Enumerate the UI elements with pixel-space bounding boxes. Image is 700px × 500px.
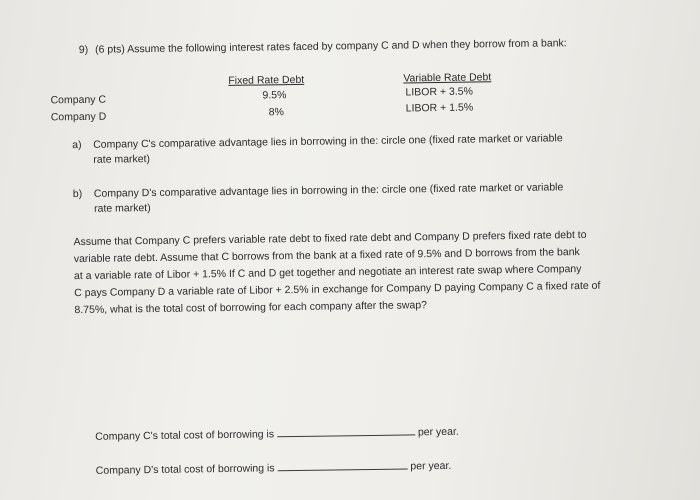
answer-d-suffix: per year. xyxy=(410,459,452,473)
scenario-line-5: 8.75%, what is the total cost of borrowing for each company after the swap? xyxy=(74,299,428,317)
part-b-label: b) xyxy=(72,187,83,201)
part-a-line-1: Company C's comparative advantage lies in borrowing in the: circle one (fixed rate market or variable xyxy=(93,132,563,151)
scenario-line-3: at a variable rate of Libor + 1.5% If C and D get together and negotiate an interest rate swap where Company xyxy=(73,263,582,283)
part-a-label: a) xyxy=(72,138,82,152)
answer-d-label: Company D's total cost of borrowing is xyxy=(95,462,275,477)
scenario-line-1: Assume that Company C prefers variable rate debt to fixed rate debt and Company D prefers fixed rate debt to xyxy=(73,228,587,249)
answer-c-label: Company C's total cost of borrowing is xyxy=(95,428,275,443)
answer-c-row xyxy=(95,424,459,445)
fixed-rate-header: Fixed Rate Debt xyxy=(228,73,305,87)
variable-rate-header: Variable Rate Debt xyxy=(403,71,492,85)
company-d-label: Company D xyxy=(50,110,107,124)
question-prompt: Assume the following interest rates faced by company C and D when they borrow from a bank: xyxy=(127,37,567,56)
answer-c-blank[interactable] xyxy=(277,424,415,437)
answer-d-blank[interactable] xyxy=(277,458,407,471)
company-c-variable-rate: LIBOR + 3.5% xyxy=(405,85,473,99)
scenario-line-2: variable rate debt. Assume that C borrows from the bank at a fixed rate of 9.5% and D borrows from the bank xyxy=(73,246,580,266)
company-d-variable-rate: LIBOR + 1.5% xyxy=(405,101,474,115)
answer-c-suffix: per year. xyxy=(417,425,459,439)
question-points: (6 pts) xyxy=(95,43,125,56)
part-a-line-2: rate market) xyxy=(93,153,151,166)
company-c-fixed-rate: 9.5% xyxy=(262,89,287,102)
scenario-line-4: C pays Company D a variable rate of Libor + 2.5% in exchange for Company D paying Company C a fixed rate of xyxy=(74,279,601,300)
part-b-line-2: rate market) xyxy=(93,202,151,215)
answer-d-row xyxy=(96,458,452,479)
company-d-fixed-rate: 8% xyxy=(268,106,285,119)
part-b-line-1: Company D's comparative advantage lies in borrowing in the: circle one (fixed rate market or variable xyxy=(93,181,564,200)
question-number: 9) xyxy=(78,43,89,57)
company-c-label: Company C xyxy=(50,93,107,107)
question-header xyxy=(79,36,567,58)
